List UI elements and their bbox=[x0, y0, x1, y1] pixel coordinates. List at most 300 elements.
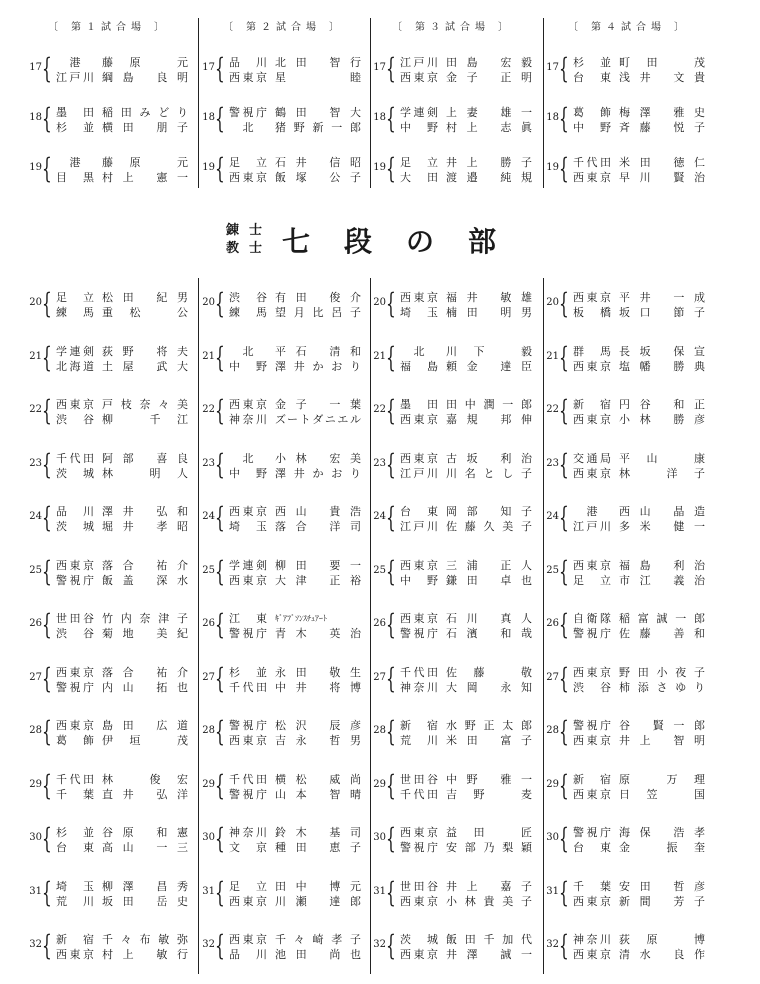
affiliation: 世田谷 bbox=[400, 879, 438, 893]
header-court-3: 〔 第３試合場 〕 bbox=[391, 22, 514, 33]
competitor-name: 安田 哲彦 bbox=[619, 879, 705, 893]
competitor-name: 金子 一葉 bbox=[275, 398, 361, 411]
pair-brace: { bbox=[215, 929, 225, 962]
affiliation: 西東京 bbox=[573, 171, 611, 184]
match-entry bbox=[201, 822, 366, 855]
match-number: 21 bbox=[373, 350, 386, 362]
competitor-name: 星 睦 bbox=[275, 71, 361, 84]
pair-brace: { bbox=[386, 715, 396, 748]
match-number: 32 bbox=[29, 939, 42, 950]
competitor-b bbox=[573, 681, 708, 695]
affiliation: 警視庁 bbox=[229, 627, 267, 640]
competitor-name: 永田 敬生 bbox=[275, 665, 361, 679]
competitor-b bbox=[229, 467, 364, 481]
match-entry bbox=[28, 875, 193, 909]
affiliation: 西東京 bbox=[400, 558, 438, 572]
competitor-b bbox=[56, 71, 191, 85]
pair-brace: { bbox=[215, 501, 225, 534]
match-number: 20 bbox=[202, 297, 215, 308]
affiliation: 千代田 bbox=[229, 772, 267, 786]
match-number: 22 bbox=[373, 404, 386, 415]
affiliation: 港 bbox=[586, 505, 598, 518]
pair-brace: { bbox=[559, 52, 569, 85]
affiliation: 中野 bbox=[400, 573, 438, 587]
competitor-name: 飯塚 公子 bbox=[275, 171, 361, 184]
competitor-name: 井上 智明 bbox=[619, 734, 705, 747]
competitor-a bbox=[229, 106, 364, 120]
pair-brace: { bbox=[559, 715, 569, 748]
competitor-name: 坂田 岳史 bbox=[102, 894, 188, 908]
competitor-a bbox=[229, 826, 364, 840]
competitor-name: 松沢 辰彦 bbox=[275, 719, 361, 732]
competitor-a bbox=[400, 612, 535, 626]
competitor-a bbox=[400, 505, 535, 519]
competitor-name: 清水 良作 bbox=[619, 948, 705, 961]
match-number: 25 bbox=[546, 564, 559, 576]
competitor-a bbox=[229, 666, 364, 680]
rank-line-1: 錬士 bbox=[226, 223, 273, 238]
competitor-name: 島田 広道 bbox=[102, 719, 188, 732]
match-number: 22 bbox=[546, 404, 559, 415]
match-number: 24 bbox=[546, 511, 559, 522]
pair-brace: { bbox=[386, 447, 396, 481]
competitor-b bbox=[56, 171, 191, 185]
competitor-name: 田島 宏毅 bbox=[446, 56, 532, 69]
match-number: 21 bbox=[202, 350, 215, 362]
match-number: 24 bbox=[202, 511, 215, 522]
competitor-name: 有田 俊介 bbox=[275, 291, 361, 304]
competitor-name: 浅井 文貴 bbox=[619, 71, 705, 84]
competitor-name: 鎌田 卓也 bbox=[446, 573, 532, 587]
match-number: 17 bbox=[202, 62, 215, 73]
pair-brace: { bbox=[386, 554, 396, 588]
competitor-name: 吉永 哲男 bbox=[275, 734, 361, 747]
affiliation: 西東京 bbox=[229, 933, 267, 946]
competitor-a bbox=[400, 291, 535, 305]
competitor-name: 澤井 弘和 bbox=[102, 505, 188, 518]
competitor-b bbox=[56, 306, 191, 320]
pair-brace: { bbox=[386, 152, 396, 185]
competitor-a bbox=[573, 773, 708, 787]
competitor-name: 金 振奎 bbox=[619, 841, 705, 854]
affiliation: 足立 bbox=[573, 573, 611, 587]
match-entry bbox=[201, 52, 366, 85]
match-number: 29 bbox=[373, 778, 386, 790]
competitor-a bbox=[56, 719, 191, 733]
affiliation: 江戸川 bbox=[400, 520, 438, 533]
competitor-a bbox=[400, 666, 535, 680]
match-number: 23 bbox=[373, 457, 386, 469]
competitor-b bbox=[229, 413, 364, 427]
match-number: 19 bbox=[373, 162, 386, 173]
competitor-b bbox=[229, 520, 364, 534]
affiliation: 西東京 bbox=[56, 558, 94, 572]
match-number: 17 bbox=[29, 62, 42, 73]
match-entry bbox=[372, 102, 537, 135]
competitor-name: 高山 一三 bbox=[102, 841, 188, 854]
match-entry bbox=[28, 608, 193, 641]
affiliation: 警視庁 bbox=[573, 719, 611, 732]
competitor-name: 鈴木 基司 bbox=[275, 826, 361, 839]
affiliation: 練馬 bbox=[56, 306, 94, 319]
affiliation: 西東京 bbox=[56, 665, 94, 679]
affiliation: 西東京 bbox=[573, 894, 611, 908]
match-number: 21 bbox=[29, 350, 42, 362]
match-number: 26 bbox=[29, 618, 42, 629]
pair-brace: { bbox=[386, 52, 396, 85]
pair-brace: { bbox=[559, 447, 569, 481]
competitor-a bbox=[573, 156, 708, 170]
competitor-b bbox=[573, 520, 708, 534]
pair-brace: { bbox=[42, 447, 52, 481]
affiliation: 西東京 bbox=[400, 413, 438, 426]
competitor-a bbox=[400, 345, 535, 359]
match-entry bbox=[372, 340, 537, 374]
match-number: 31 bbox=[202, 885, 215, 897]
competitor-b bbox=[573, 788, 708, 802]
affiliation: 足立 bbox=[229, 156, 267, 169]
pair-brace: { bbox=[42, 102, 52, 135]
pair-brace: { bbox=[386, 608, 396, 641]
pair-brace: { bbox=[215, 447, 225, 481]
competitor-name: 落合 祐介 bbox=[102, 558, 188, 572]
affiliation: 警視庁 bbox=[400, 841, 438, 854]
pair-brace: { bbox=[42, 394, 52, 427]
pair-brace: { bbox=[42, 152, 52, 185]
competitor-a bbox=[573, 106, 708, 120]
match-entry bbox=[372, 501, 537, 534]
match-number: 23 bbox=[202, 457, 215, 469]
competitor-name: 福井 敏雄 bbox=[446, 291, 532, 304]
affiliation: 西東京 bbox=[229, 398, 267, 411]
competitor-name: 松田 紀男 bbox=[102, 291, 188, 304]
competitor-name: 上妻 雄一 bbox=[446, 106, 532, 119]
affiliation: 神奈川 bbox=[229, 826, 267, 839]
competitor-name: ズートダニエル bbox=[275, 413, 361, 426]
competitor-name: 日笠 国 bbox=[619, 787, 705, 801]
match-number: 22 bbox=[29, 404, 42, 415]
competitor-name: 重松 公 bbox=[102, 306, 188, 319]
match-entry bbox=[545, 52, 710, 85]
match-number: 27 bbox=[373, 671, 386, 683]
affiliation: 新宿 bbox=[400, 719, 438, 732]
affiliation: 目黒 bbox=[56, 171, 94, 184]
affiliation: 西東京 bbox=[229, 71, 267, 84]
affiliation: 新宿 bbox=[573, 398, 611, 411]
pair-brace: { bbox=[559, 768, 569, 802]
competitor-b bbox=[56, 627, 191, 641]
match-number: 20 bbox=[546, 297, 559, 308]
match-entry bbox=[201, 287, 366, 320]
competitor-a bbox=[56, 666, 191, 680]
competitor-name: 山本 智晴 bbox=[275, 787, 361, 801]
match-number: 24 bbox=[29, 511, 42, 522]
affiliation: 西東京 bbox=[400, 948, 438, 961]
match-number: 21 bbox=[546, 350, 559, 362]
match-entry bbox=[28, 340, 193, 374]
match-entry bbox=[201, 152, 366, 185]
competitor-a bbox=[229, 773, 364, 787]
pair-brace: { bbox=[215, 394, 225, 427]
match-entry bbox=[545, 929, 710, 962]
pair-brace: { bbox=[386, 340, 396, 374]
match-entry bbox=[545, 102, 710, 135]
affiliation: 板橋 bbox=[573, 306, 611, 319]
pair-brace: { bbox=[42, 875, 52, 909]
match-entry bbox=[28, 661, 193, 695]
competitor-b bbox=[56, 574, 191, 588]
affiliation: 台東 bbox=[400, 505, 438, 518]
competitor-b bbox=[229, 360, 364, 374]
header-court-4: 〔 第４試合場 〕 bbox=[567, 22, 690, 33]
competitor-name: 綱島 良明 bbox=[102, 71, 188, 84]
competitor-a bbox=[573, 826, 708, 840]
affiliation: 西東京 bbox=[573, 948, 611, 961]
pair-brace: { bbox=[215, 554, 225, 588]
competitor-name: 井上 勝子 bbox=[446, 156, 532, 169]
competitor-name: 斉藤 悦子 bbox=[619, 121, 705, 134]
pair-brace: { bbox=[215, 608, 225, 641]
competitor-a bbox=[56, 56, 191, 70]
match-number: 26 bbox=[373, 618, 386, 629]
competitor-name: 落合 洋司 bbox=[275, 520, 361, 533]
match-number: 23 bbox=[546, 457, 559, 469]
competitor-name: 北田 智行 bbox=[275, 56, 361, 69]
competitor-a bbox=[229, 452, 364, 466]
competitor-b bbox=[573, 467, 708, 481]
competitor-name: 千々崎孝子 bbox=[275, 933, 361, 946]
competitor-a bbox=[56, 880, 191, 894]
competitor-a bbox=[400, 398, 535, 412]
competitor-b bbox=[400, 467, 535, 481]
competitor-name: 佐藤 敬 bbox=[446, 665, 532, 679]
affiliation: 群馬 bbox=[573, 344, 611, 358]
competitor-a bbox=[56, 826, 191, 840]
match-entry bbox=[201, 929, 366, 962]
competitor-a bbox=[229, 933, 364, 947]
affiliation: 神奈川 bbox=[400, 680, 438, 694]
pair-brace: { bbox=[215, 102, 225, 135]
match-entry bbox=[28, 52, 193, 85]
affiliation: 警視庁 bbox=[56, 573, 94, 587]
match-entry bbox=[372, 394, 537, 427]
match-entry bbox=[372, 152, 537, 185]
competitor-a bbox=[400, 880, 535, 894]
competitor-b bbox=[400, 948, 535, 962]
competitor-b bbox=[56, 788, 191, 802]
competitor-name: 藤原 元 bbox=[102, 56, 188, 69]
competitor-a bbox=[573, 933, 708, 947]
match-number: 31 bbox=[373, 885, 386, 897]
competitor-a bbox=[573, 719, 708, 733]
competitor-a bbox=[573, 880, 708, 894]
competitor-a bbox=[229, 156, 364, 170]
competitor-name: 川瀬 達郎 bbox=[275, 894, 361, 908]
pair-brace: { bbox=[386, 822, 396, 855]
match-number: 26 bbox=[202, 618, 215, 629]
competitor-a bbox=[400, 719, 535, 733]
match-number: 19 bbox=[29, 162, 42, 173]
match-entry bbox=[28, 929, 193, 962]
competitor-name: 金子 正明 bbox=[446, 71, 532, 84]
affiliation: 港 bbox=[69, 156, 81, 169]
match-number: 18 bbox=[202, 112, 215, 123]
competitor-b bbox=[573, 121, 708, 135]
match-number: 20 bbox=[29, 297, 42, 308]
match-entry bbox=[545, 875, 710, 909]
competitor-name: 横田 朋子 bbox=[102, 121, 188, 134]
affiliation: 墨田 bbox=[56, 106, 94, 119]
affiliation: 北 bbox=[413, 344, 425, 358]
competitor-a bbox=[56, 612, 191, 626]
pair-brace: { bbox=[559, 152, 569, 185]
match-number: 17 bbox=[546, 62, 559, 73]
match-entry bbox=[545, 447, 710, 481]
competitor-name: 種田 恵子 bbox=[275, 841, 361, 854]
competitor-name: 谷原 和憲 bbox=[102, 826, 188, 839]
competitor-b bbox=[573, 306, 708, 320]
competitor-name: 内山 拓也 bbox=[102, 680, 188, 694]
competitor-name: 澤井かおり bbox=[275, 466, 361, 480]
match-entry bbox=[372, 447, 537, 481]
affiliation: 北 bbox=[242, 121, 254, 134]
affiliation: 渋谷 bbox=[56, 413, 94, 426]
affiliation: 中野 bbox=[229, 466, 267, 480]
competitor-name: 福島 利治 bbox=[619, 558, 705, 572]
competitor-b bbox=[573, 948, 708, 962]
affiliation: 茨城 bbox=[56, 520, 94, 533]
competitor-b bbox=[400, 627, 535, 641]
competitor-b bbox=[400, 306, 535, 320]
match-entry bbox=[28, 822, 193, 855]
competitor-b bbox=[400, 520, 535, 534]
competitor-a bbox=[229, 880, 364, 894]
competitor-a bbox=[400, 559, 535, 573]
match-entry bbox=[372, 661, 537, 695]
competitor-name: 野田小夜子 bbox=[619, 665, 705, 679]
competitor-name: 古坂 利治 bbox=[446, 451, 532, 465]
competitor-name: 稲田みどり bbox=[102, 106, 188, 119]
affiliation: 中野 bbox=[400, 121, 438, 134]
match-number: 27 bbox=[29, 671, 42, 683]
competitor-name: 田中 博元 bbox=[275, 879, 361, 893]
affiliation: 荒川 bbox=[56, 894, 94, 908]
competitor-name: 村上 志眞 bbox=[446, 121, 532, 134]
competitor-name: 平井 一成 bbox=[619, 291, 705, 304]
competitor-name: 市江 義治 bbox=[619, 573, 705, 587]
pair-brace: { bbox=[386, 929, 396, 962]
divider-top-2 bbox=[370, 18, 371, 188]
match-entry bbox=[201, 102, 366, 135]
pair-brace: { bbox=[386, 661, 396, 695]
affiliation: 警視庁 bbox=[573, 826, 611, 839]
match-number: 19 bbox=[546, 162, 559, 173]
competitor-name: 吉野 麦 bbox=[446, 787, 532, 801]
match-entry bbox=[201, 340, 366, 374]
competitor-name: 川名とし子 bbox=[446, 466, 532, 480]
affiliation: 中野 bbox=[229, 359, 267, 373]
rank-label bbox=[226, 222, 278, 258]
competitor-b bbox=[400, 788, 535, 802]
affiliation: 足立 bbox=[56, 291, 94, 304]
competitor-a bbox=[56, 559, 191, 573]
competitor-name: 柳 千江 bbox=[102, 413, 188, 426]
competitor-b bbox=[573, 360, 708, 374]
competitor-name: 横松 威尚 bbox=[275, 772, 361, 786]
competitor-a bbox=[400, 826, 535, 840]
competitor-a bbox=[229, 291, 364, 305]
match-entry bbox=[545, 554, 710, 588]
pair-brace: { bbox=[215, 661, 225, 695]
competitor-b bbox=[400, 681, 535, 695]
competitor-name: 望月比呂子 bbox=[275, 306, 361, 319]
competitor-name: 村上 憲一 bbox=[102, 171, 188, 184]
competitor-name: 柳田 要一 bbox=[275, 558, 361, 572]
rank-line-2: 教士 bbox=[226, 241, 273, 256]
pair-brace: { bbox=[559, 501, 569, 534]
pair-brace: { bbox=[386, 394, 396, 427]
competitor-name: 村上 敏行 bbox=[102, 948, 188, 961]
section-title: 七段の部 bbox=[282, 225, 531, 258]
match-entry bbox=[201, 501, 366, 534]
competitor-name: 土屋 武大 bbox=[102, 359, 188, 373]
pair-brace: { bbox=[559, 287, 569, 320]
competitor-name: 荻原 博 bbox=[619, 933, 705, 946]
competitor-b bbox=[229, 627, 364, 641]
pair-brace: { bbox=[215, 768, 225, 802]
divider-bottom-2 bbox=[370, 278, 371, 974]
match-number: 32 bbox=[202, 939, 215, 950]
competitor-b bbox=[573, 171, 708, 185]
competitor-name: 新間 芳子 bbox=[619, 894, 705, 908]
match-number: 31 bbox=[29, 885, 42, 897]
competitor-b bbox=[400, 360, 535, 374]
affiliation: 江戸川 bbox=[400, 56, 438, 69]
pair-brace: { bbox=[42, 929, 52, 962]
affiliation: 世田谷 bbox=[400, 772, 438, 786]
competitor-name: 嘉規 邦伸 bbox=[446, 413, 532, 426]
pair-brace: { bbox=[42, 52, 52, 85]
affiliation: 千葉 bbox=[573, 879, 611, 893]
affiliation: 北海道 bbox=[56, 359, 94, 373]
competitor-a bbox=[400, 56, 535, 70]
competitor-b bbox=[229, 574, 364, 588]
competitor-b bbox=[400, 171, 535, 185]
competitor-name: 井澤 誠一 bbox=[446, 948, 532, 961]
match-number: 27 bbox=[546, 671, 559, 683]
match-number: 18 bbox=[29, 112, 42, 123]
competitor-a bbox=[573, 291, 708, 305]
competitor-a bbox=[56, 398, 191, 412]
competitor-name: 大岡 永知 bbox=[446, 680, 532, 694]
competitor-a bbox=[573, 398, 708, 412]
competitor-b bbox=[56, 734, 191, 748]
header-court-1: 〔 第１試合場 〕 bbox=[47, 22, 170, 33]
affiliation: 千代田 bbox=[400, 787, 438, 801]
competitor-b bbox=[56, 413, 191, 427]
affiliation: 警視庁 bbox=[229, 787, 267, 801]
pair-brace: { bbox=[559, 608, 569, 641]
affiliation: 千代田 bbox=[400, 665, 438, 679]
competitor-a bbox=[56, 452, 191, 466]
match-number: 31 bbox=[546, 885, 559, 897]
competitor-name: 小林貴美子 bbox=[446, 894, 532, 908]
pair-brace: { bbox=[215, 340, 225, 374]
competitor-name: 原 万理 bbox=[619, 772, 705, 786]
affiliation: 西東京 bbox=[229, 505, 267, 518]
competitor-b bbox=[229, 121, 364, 135]
affiliation: 江戸川 bbox=[400, 466, 438, 480]
